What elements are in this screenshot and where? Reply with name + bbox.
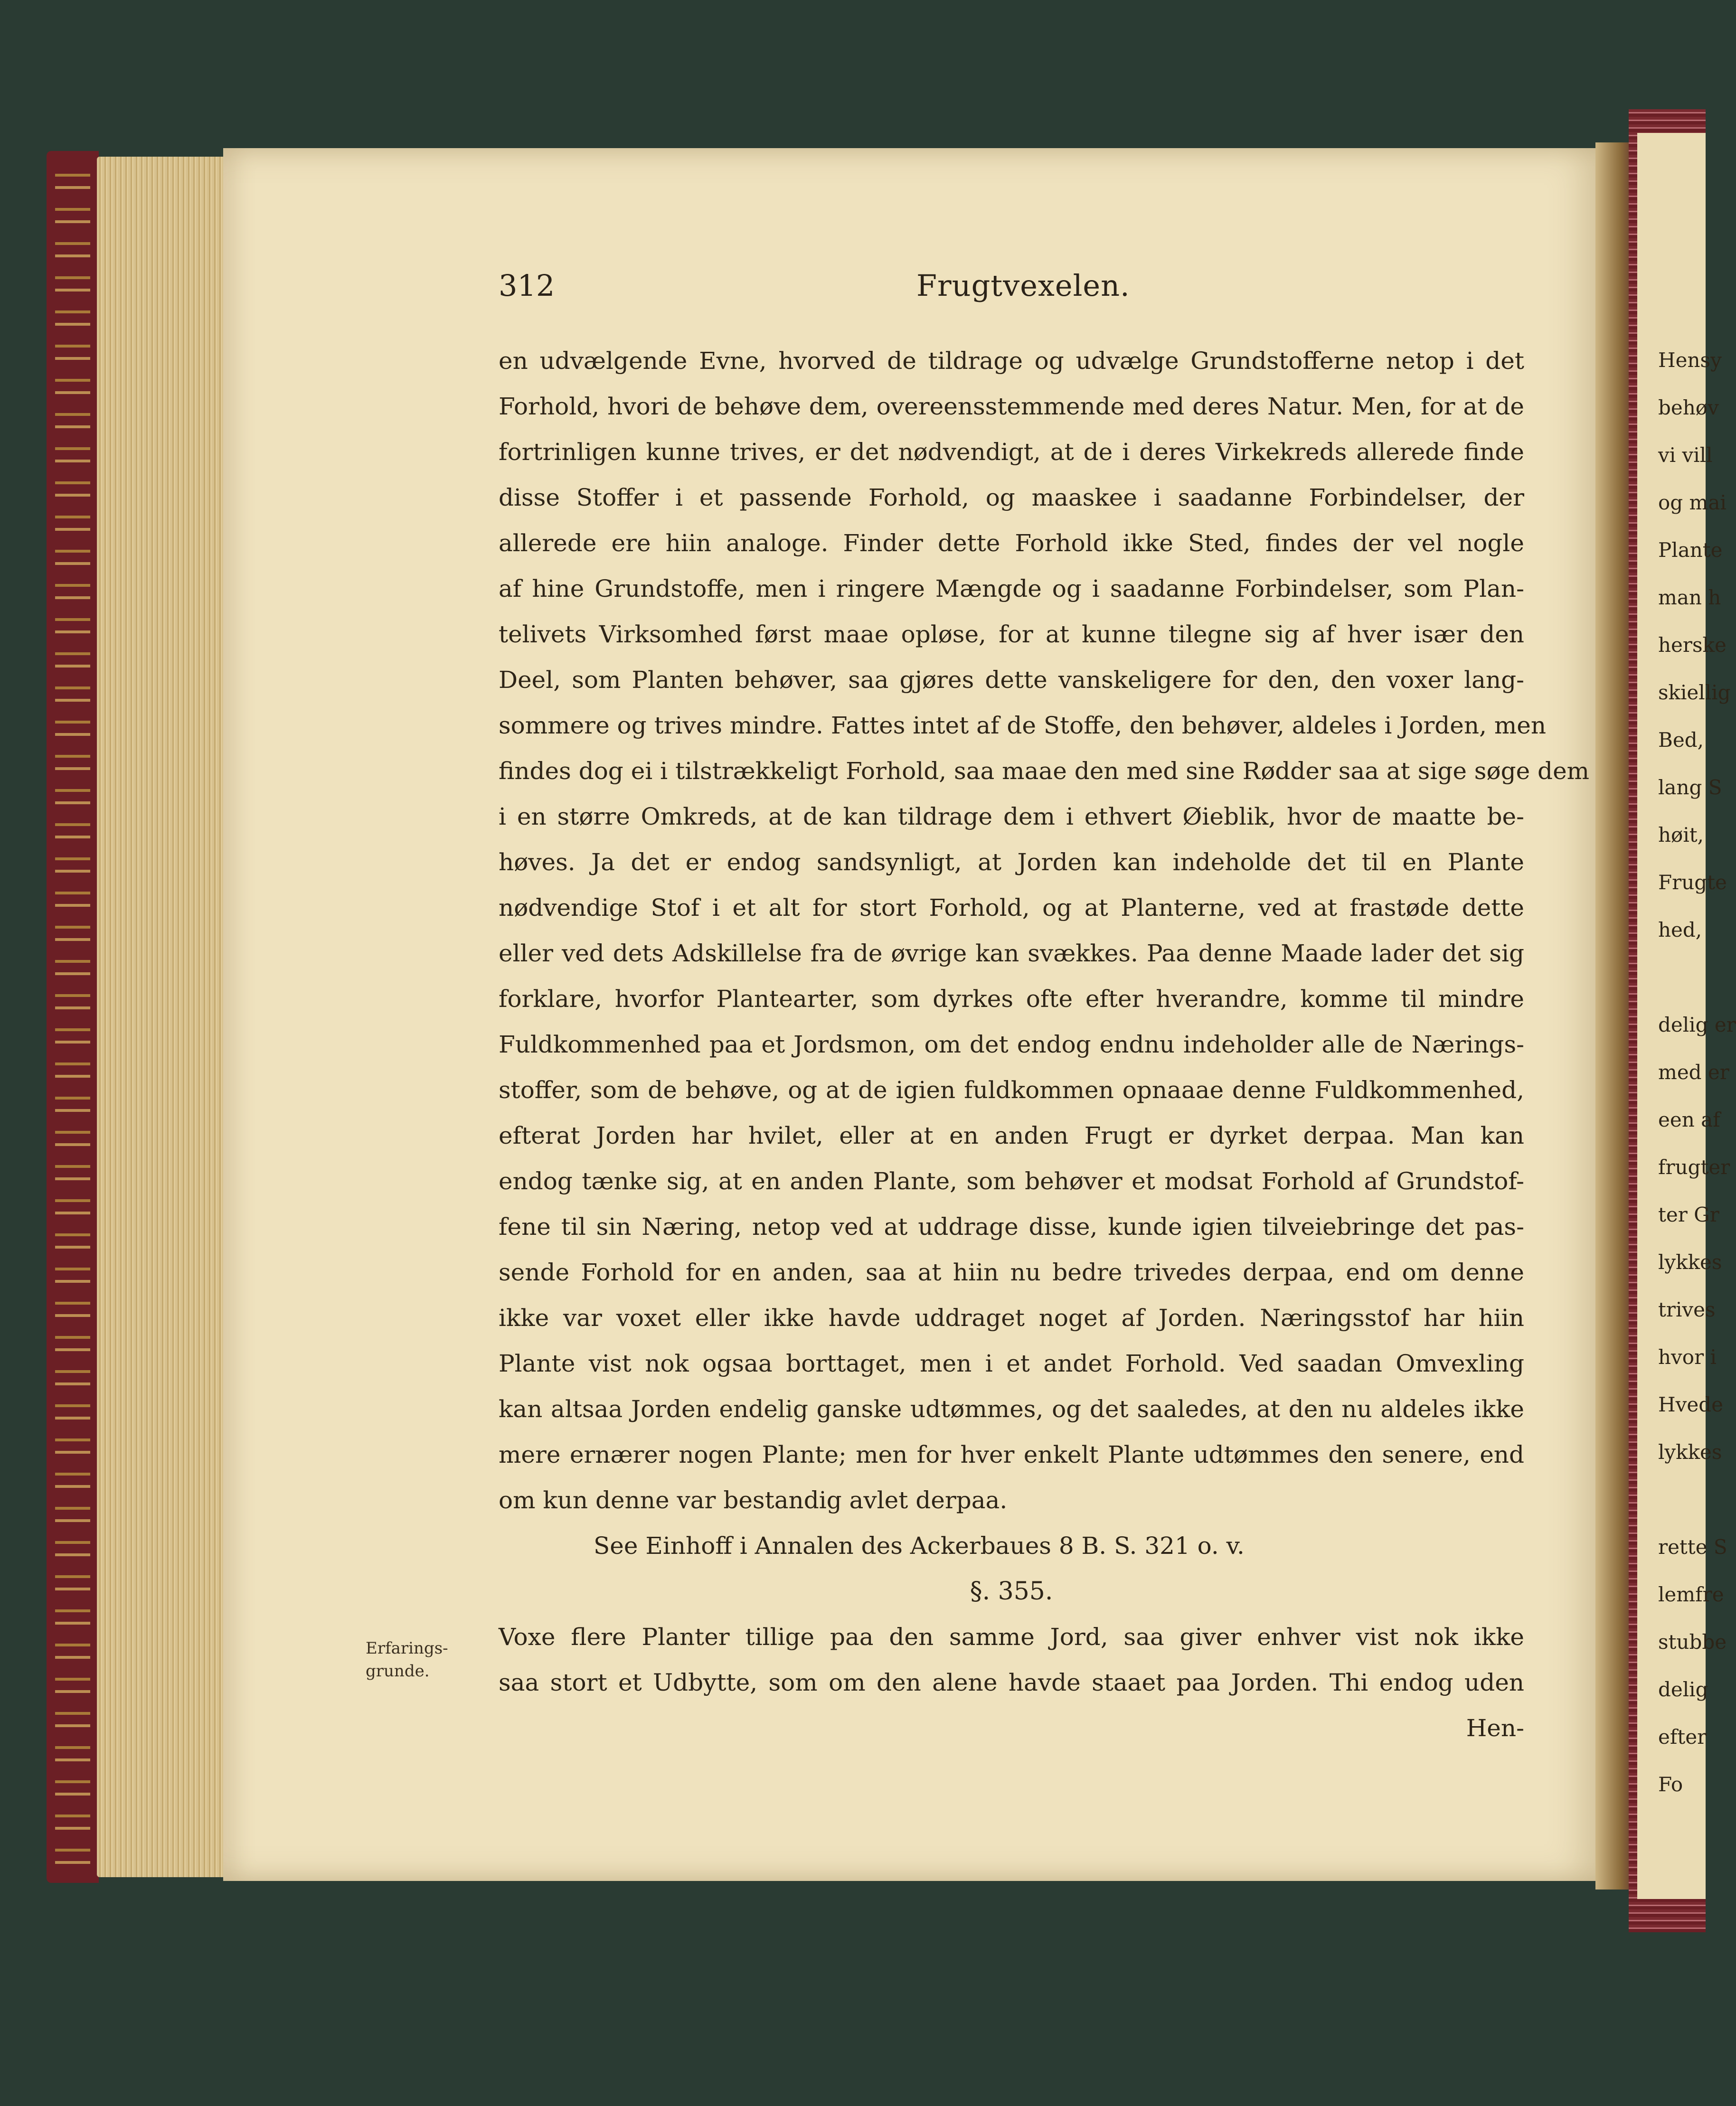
running-head [499, 268, 1524, 306]
facing-page-word: lykkes [1658, 1440, 1722, 1464]
facing-page-word: een af [1658, 1108, 1720, 1131]
facing-page-word: skiellig [1658, 681, 1731, 704]
facing-page-word: behøv [1658, 396, 1719, 419]
text-line: Forhold, hvori de behøve dem, overeensstemmende med deres Natur. Men, for at de [499, 393, 1524, 420]
facing-page-word: Frugte [1658, 871, 1727, 894]
text-line: disse Stoffer i et passende Forhold, og maaskee i saadanne Forbindelser, der [499, 484, 1524, 511]
text-line: fene til sin Næring, netop ved at uddrage disse, kunde igien tilveiebringe det pas- [499, 1213, 1524, 1241]
facing-page-word: Hvede [1658, 1393, 1723, 1416]
text-line: Voxe flere Planter tillige paa den samme Jord, saa giver enhver vist nok ikke [499, 1623, 1524, 1651]
text-line: nødvendige Stof i et alt for stort Forhold, og at Planterne, ved at frastøde dette [499, 894, 1524, 921]
text-line: telivets Virksomhed først maae opløse, for at kunne tilegne sig af hver især den [499, 621, 1524, 648]
facing-page-word: ter Gr [1658, 1203, 1719, 1226]
facing-page-word: efter [1658, 1725, 1707, 1749]
facing-page-word: hed, [1658, 918, 1702, 941]
facing-page-word: og mai [1658, 491, 1727, 514]
facing-page-word: frugter [1658, 1156, 1730, 1179]
facing-page-word: med er [1658, 1061, 1729, 1084]
facing-page-word: Plante [1658, 538, 1723, 562]
text-line: en udvælgende Evne, hvorved de tildrage og udvælge Grundstofferne netop i det [499, 347, 1524, 375]
text-line: allerede ere hiin analoge. Finder dette Forhold ikke Sted, findes der vel nogle [499, 529, 1524, 557]
text-line: findes dog ei i tilstrækkeligt Forhold, saa maae den med sine Rødder saa at sige søge dem [499, 757, 1590, 785]
facing-page-word: lemfre [1658, 1583, 1724, 1606]
facing-page-word: man h [1658, 586, 1721, 609]
text-line: Plante vist nok ogsaa borttaget, men i et andet Forhold. Ved saadan Omvexling [499, 1350, 1524, 1377]
facing-page-word: trives [1658, 1298, 1716, 1321]
text-line: See Einhoff i Annalen des Ackerbaues 8 B. S. 321 o. v. [594, 1532, 1245, 1560]
text-line: eller ved dets Adskillelse fra de øvrige kan svækkes. Paa denne Maade lader det sig [499, 940, 1524, 967]
marginal-note [366, 1637, 475, 1683]
text-line: om kun denne var bestandig avlet derpaa. [499, 1486, 1008, 1514]
marginal-note-line: grunde. [366, 1662, 430, 1681]
gilt-ornament [55, 165, 90, 1865]
left-binding [47, 151, 99, 1883]
section-heading: §. 355. [970, 1577, 1053, 1606]
catchword: Hen- [1466, 1714, 1524, 1742]
text-line: sommere og trives mindre. Fattes intet af de Stoffe, den behøver, aldeles i Jorden, men [499, 712, 1547, 739]
facing-page-word: herske [1658, 633, 1727, 657]
facing-page-fragment [1637, 133, 1736, 1899]
running-title: Frugtvexelen. [916, 268, 1130, 303]
text-line: efterat Jorden har hvilet, eller at en anden Frugt er dyrket derpaa. Man kan [499, 1122, 1524, 1149]
facing-page-word: stubbe [1658, 1630, 1727, 1654]
facing-page-word: Bed, [1658, 728, 1704, 752]
text-line: fortrinligen kunne trives, er det nødvendigt, at de i deres Virkekreds allerede finde [499, 438, 1524, 466]
facing-page-word: høit, [1658, 823, 1704, 846]
text-line: sende Forhold for en anden, saa at hiin nu bedre trivedes derpaa, end om denne [499, 1259, 1524, 1286]
text-line: mere ernærer nogen Plante; men for hver enkelt Plante udtømmes den senere, end [499, 1441, 1524, 1468]
text-line: høves. Ja det er endog sandsynligt, at Jorden kan indeholde det til en Plante [499, 848, 1524, 876]
text-line: Deel, som Planten behøver, saa gjøres dette vanskeligere for den, den voxer lang- [499, 666, 1524, 694]
text-line: forklare, hvorfor Plantearter, som dyrkes ofte efter hverandre, komme til mindre [499, 985, 1524, 1013]
text-line: ikke var voxet eller ikke havde uddraget noget af Jorden. Næringsstof har hiin [499, 1304, 1524, 1332]
text-line: saa stort et Udbytte, som om den alene havde staaet paa Jorden. Thi endog uden [499, 1669, 1524, 1696]
facing-page-word: vi vill [1658, 443, 1713, 467]
facing-page-word: rette S [1658, 1535, 1727, 1559]
text-line: Fuldkommenhed paa et Jordsmon, om det endog endnu indeholder alle de Nærings- [499, 1031, 1524, 1058]
text-line: af hine Grundstoffe, men i ringere Mængde og i saadanne Forbindelser, som Plan- [499, 575, 1524, 602]
facing-page-word: Hensy [1658, 348, 1722, 372]
body-text [499, 338, 1590, 1751]
facing-page-word: lang S [1658, 776, 1722, 799]
facing-page-word: lykkes [1658, 1250, 1722, 1274]
text-line: kan altsaa Jorden endelig ganske udtømmes, og det saaledes, at den nu aldeles ikke [499, 1395, 1524, 1423]
facing-page-word: delig er [1658, 1013, 1736, 1036]
page-number: 312 [499, 268, 555, 303]
text-line: endog tænke sig, at en anden Plante, som behøver et modsat Forhold af Grundstof- [499, 1167, 1524, 1195]
text-line: stoffer, som de behøve, og at de igien fuldkommen opnaaae denne Fuldkommenhed, [499, 1076, 1524, 1104]
facing-page-word: delig [1658, 1678, 1708, 1701]
marginal-note-line: Erfarings- [366, 1639, 448, 1658]
page-edges [97, 157, 239, 1877]
facing-page-word: hvor i [1658, 1345, 1717, 1369]
facing-page-word: Fo [1658, 1773, 1683, 1796]
text-line: i en større Omkreds, at de kan tildrage dem i ethvert Øieblik, hvor de maatte be- [499, 803, 1524, 830]
